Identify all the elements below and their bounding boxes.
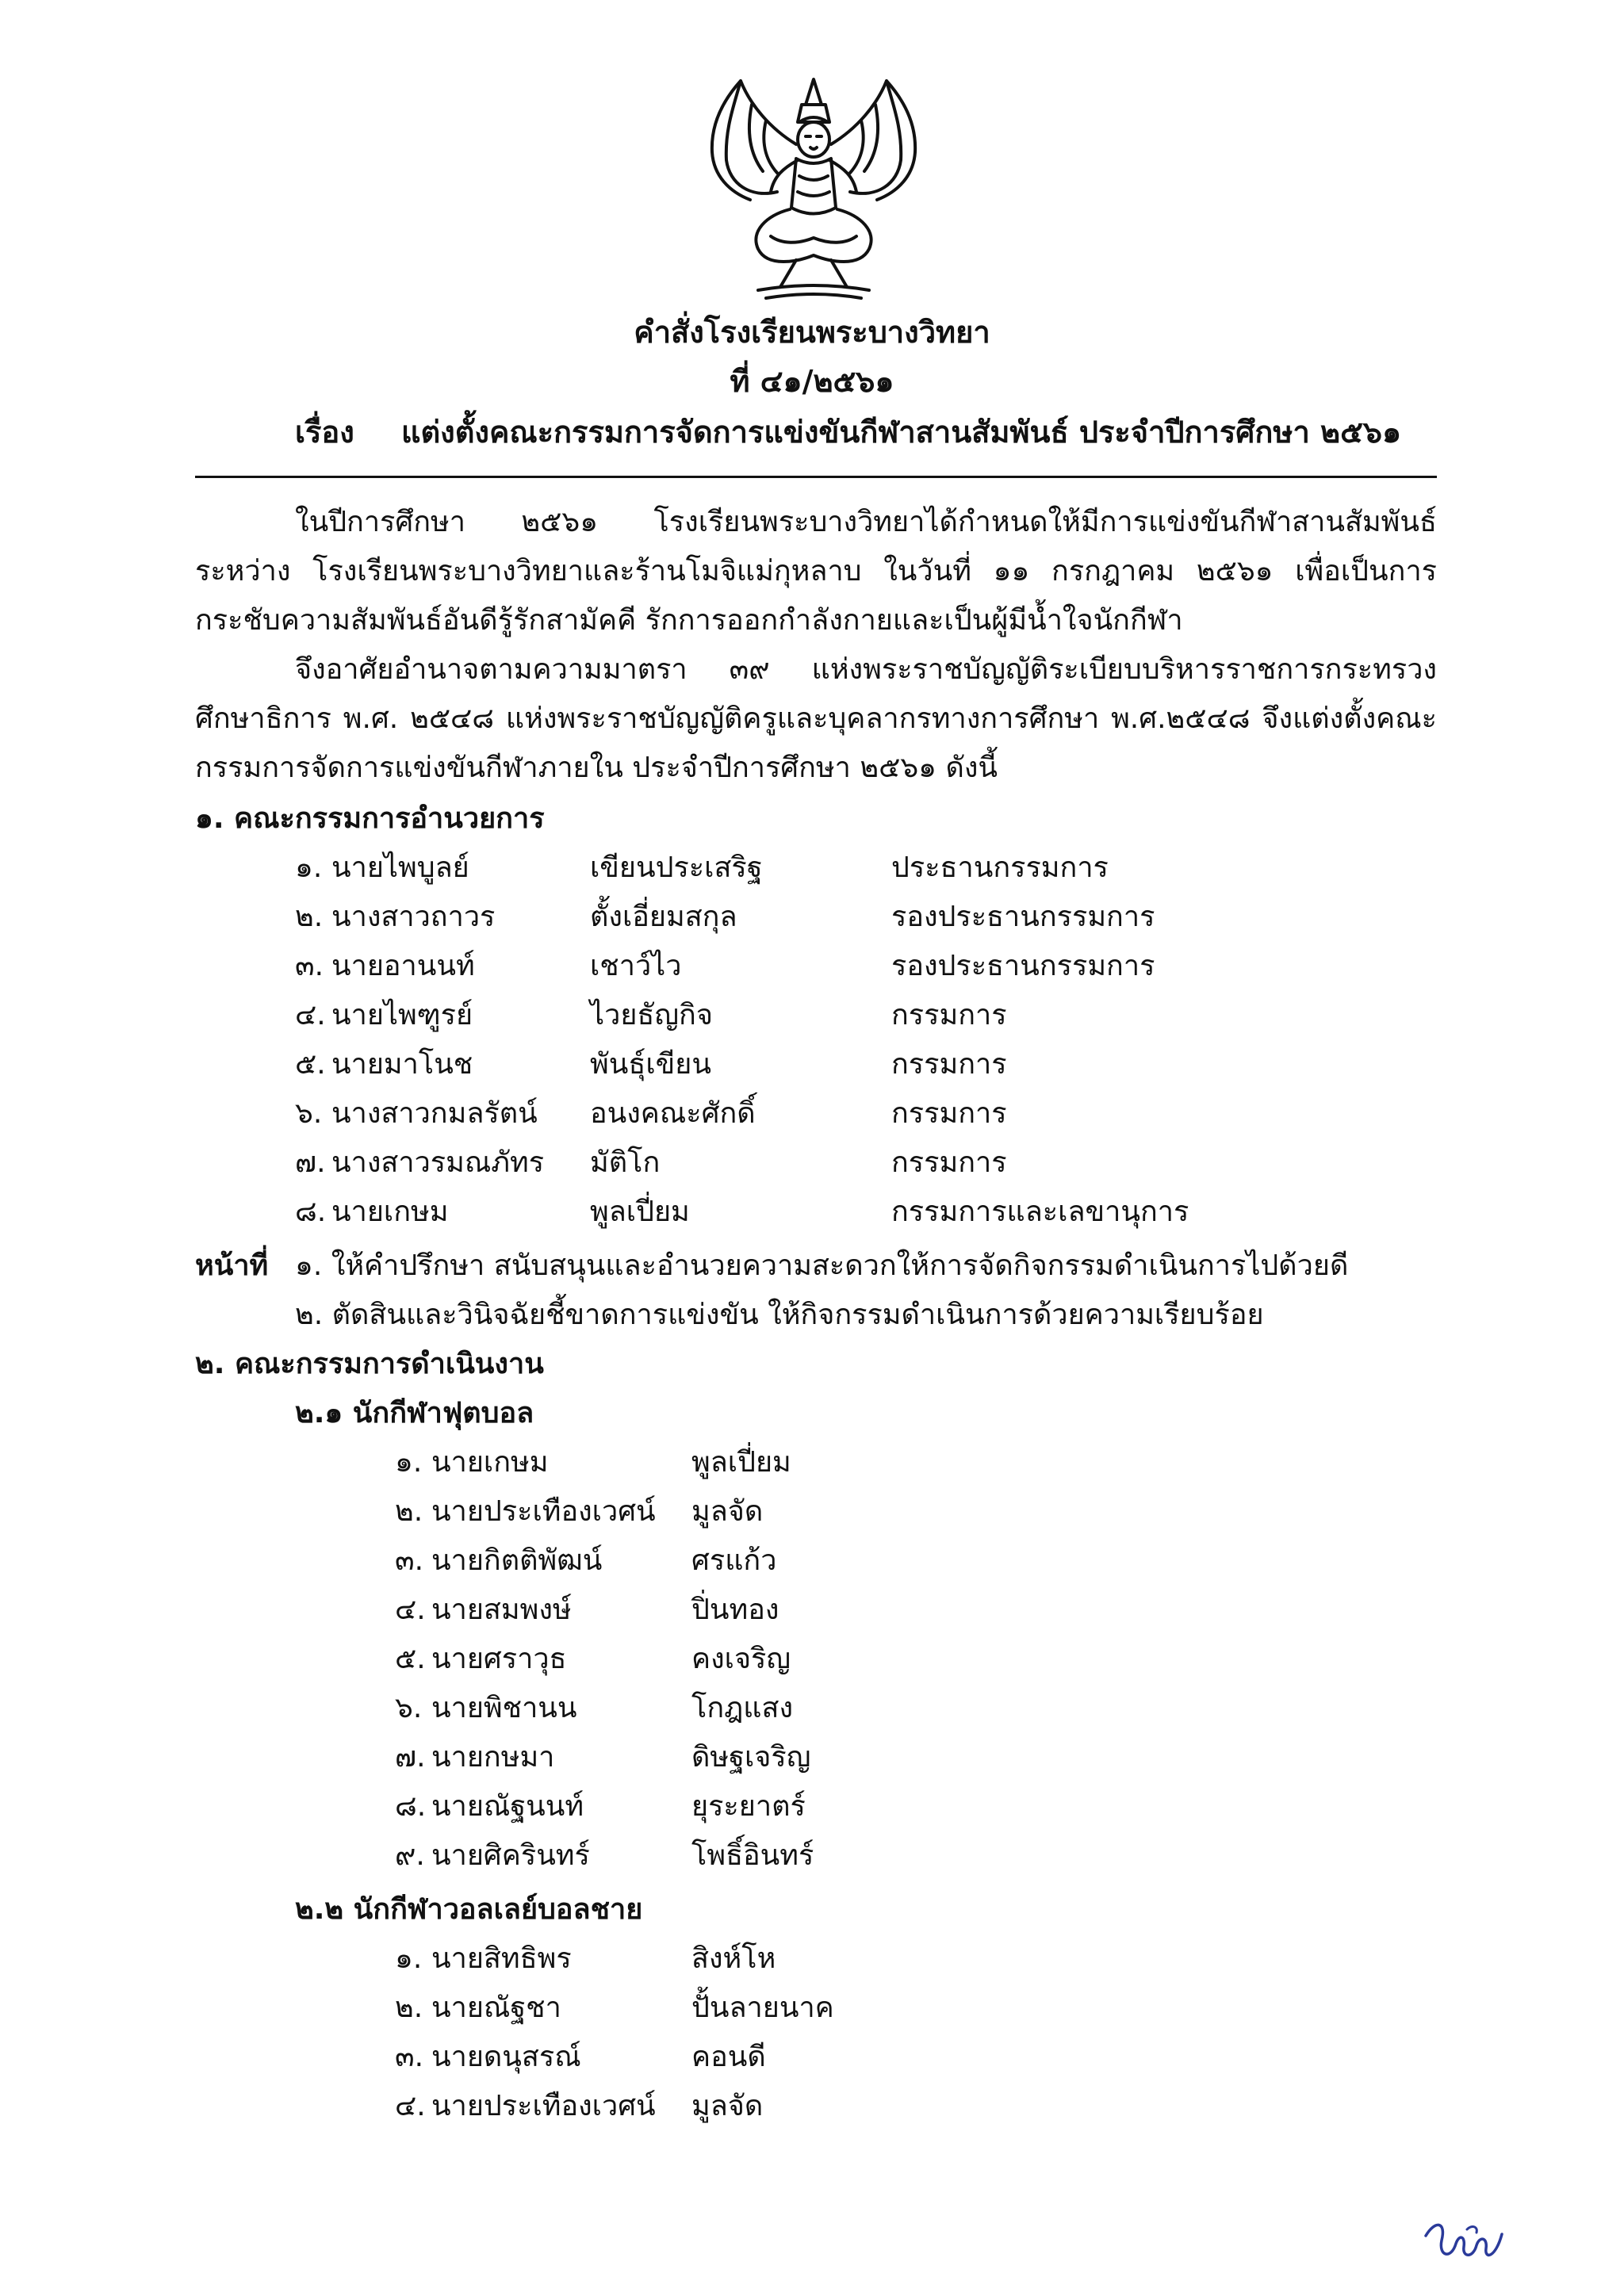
member-surname: เขียนประเสริฐ bbox=[590, 851, 763, 884]
member-number: ๓. bbox=[395, 2041, 424, 2073]
garuda-emblem-icon bbox=[695, 73, 933, 303]
intro-paragraph-2-block bbox=[195, 645, 1437, 793]
member-surname: พูลเปี่ยม bbox=[691, 1446, 791, 1479]
member-surname: มูลจัด bbox=[691, 2090, 764, 2122]
member-role: กรรมการและเลขานุการ bbox=[891, 1196, 1189, 1228]
member-surname: พูลเปี่ยม bbox=[590, 1196, 690, 1228]
member-surname: ยุระยาตร์ bbox=[691, 1790, 806, 1823]
member-number: ๗. bbox=[395, 1741, 426, 1774]
order-number: ที่ ๔๑/๒๕๖๑ bbox=[730, 364, 894, 399]
member-number: ๗. bbox=[295, 1146, 326, 1179]
member-number: ๒. bbox=[395, 1495, 423, 1528]
header-divider bbox=[195, 476, 1437, 478]
member-number: ๒. bbox=[295, 901, 324, 933]
member-name: นางสาวรมณภัทร bbox=[331, 1146, 545, 1179]
member-role: ประธานกรรมการ bbox=[891, 851, 1109, 884]
section-1-heading: ๑. คณะกรรมการอำนวยการ bbox=[195, 802, 545, 835]
member-number: ๕. bbox=[295, 1048, 326, 1081]
member-name: นางสาวถาวร bbox=[331, 901, 496, 933]
member-name: นายประเทืองเวศน์ bbox=[431, 1495, 656, 1528]
member-name: นายณัฐชา bbox=[431, 1992, 561, 2024]
member-number: ๓. bbox=[395, 1544, 424, 1577]
intro-paragraph-1-block bbox=[195, 498, 1437, 645]
intro-paragraph-2: จึงอาศัยอำนาจตามความมาตรา ๓๙ แห่งพระราชบัญญัติระเบียบบริหารราชการกระทรวงศึกษาธิการ พ.ศ. ๒๕๔๘ แห่งพระราชบัญญัติครูและบุคลากรทางการศึกษา พ.ศ.๒๕๔๘ จึงแต่งตั้งคณะกรรมการจัดการแข่งขันกีฬาภายใน ประจำปีการศึกษา ๒๕๖๑ ดังนี้ bbox=[195, 653, 1437, 784]
member-number: ๘. bbox=[295, 1196, 327, 1228]
member-role: รองประธานกรรมการ bbox=[891, 901, 1155, 933]
order-title: คำสั่งโรงเรียนพระบางวิทยา bbox=[634, 315, 990, 350]
member-name: นายไพฑูรย์ bbox=[331, 999, 473, 1031]
member-surname: เชาว์ไว bbox=[590, 950, 682, 982]
member-surname: คงเจริญ bbox=[691, 1643, 791, 1675]
member-surname: ไวยธัญกิจ bbox=[590, 999, 713, 1031]
member-number: ๖. bbox=[395, 1692, 423, 1724]
member-name: นายสมพงษ์ bbox=[431, 1594, 572, 1626]
member-surname: มูลจัด bbox=[691, 1495, 764, 1528]
member-name: นายดนุสรณ์ bbox=[431, 2041, 581, 2073]
member-name: นายพิชานน bbox=[431, 1692, 577, 1724]
member-number: ๔. bbox=[295, 999, 326, 1031]
member-name: นางสาวกมลรัตน์ bbox=[331, 1097, 538, 1130]
duty-label: หน้าที่ bbox=[195, 1249, 269, 1282]
member-surname: มัติโก bbox=[590, 1146, 661, 1179]
member-name: นายสิทธิพร bbox=[431, 1942, 572, 1975]
member-surname: ปั้นลายนาค bbox=[691, 1992, 834, 2024]
member-number: ๙. bbox=[395, 1839, 425, 1872]
member-name: นายศิครินทร์ bbox=[431, 1839, 590, 1872]
member-number: ๖. bbox=[295, 1097, 323, 1130]
intro-paragraph-1: ในปีการศึกษา ๒๕๖๑ โรงเรียนพระบางวิทยาได้กำหนดให้มีการแข่งขันกีฬาสานสัมพันธ์ระหว่าง โรงเรียนพระบางวิทยาและร้านโมจิแม่กุหลาบ ในวันที่ ๑๑ กรกฎาคม ๒๕๖๑ เพื่อเป็นการกระชับความสัมพันธ์อันดีรู้รักสามัคคี รักการออกกำลังกายและเป็นผู้มีน้ำใจนักกีฬา bbox=[195, 506, 1437, 637]
member-number: ๓. bbox=[295, 950, 324, 982]
duty-item-2: ๒. ตัดสินและวินิจฉัยชี้ขาดการแข่งขัน ให้กิจกรรมดำเนินการด้วยความเรียบร้อย bbox=[295, 1299, 1264, 1331]
member-surname: อนงคณะศักดิ์ bbox=[590, 1097, 756, 1130]
member-surname: โพธิ์อินทร์ bbox=[691, 1839, 814, 1872]
member-name: นายมาโนช bbox=[331, 1048, 473, 1081]
subsection-2-1-heading: ๒.๑ นักกีฬาฟุตบอล bbox=[295, 1397, 534, 1429]
member-surname: สิงห์โห bbox=[691, 1942, 776, 1975]
handwritten-signature-icon bbox=[1419, 2212, 1507, 2267]
member-number: ๔. bbox=[395, 1594, 426, 1626]
member-number: ๑. bbox=[395, 1446, 423, 1479]
member-surname: คอนดี bbox=[691, 2041, 766, 2073]
duty-item-1: ๑. ให้คำปรึกษา สนับสนุนและอำนวยความสะดวกให้การจัดกิจกรรมดำเนินการไปด้วยดี bbox=[295, 1249, 1349, 1282]
member-role: กรรมการ bbox=[891, 1146, 1007, 1179]
member-number: ๒. bbox=[395, 1992, 423, 2024]
member-name: นายเกษม bbox=[331, 1196, 449, 1228]
member-role: กรรมการ bbox=[891, 1097, 1007, 1130]
member-role: รองประธานกรรมการ bbox=[891, 950, 1155, 982]
member-surname: ศรแก้ว bbox=[691, 1544, 777, 1577]
member-name: นายเกษม bbox=[431, 1446, 549, 1479]
member-surname: ตั้งเอี่ยมสกุล bbox=[590, 901, 737, 933]
member-name: นายประเทืองเวศน์ bbox=[431, 2090, 656, 2122]
member-number: ๑. bbox=[395, 1942, 423, 1975]
member-name: นายศราวุธ bbox=[431, 1643, 567, 1675]
member-number: ๕. bbox=[395, 1643, 426, 1675]
member-role: กรรมการ bbox=[891, 1048, 1007, 1081]
member-name: นายกิตติพัฒน์ bbox=[431, 1544, 603, 1577]
member-surname: ปิ่นทอง bbox=[691, 1594, 779, 1626]
member-surname: ดิษฐเจริญ bbox=[691, 1741, 811, 1774]
member-number: ๔. bbox=[395, 2090, 426, 2122]
subject-text: แต่งตั้งคณะกรรมการจัดการแข่งขันกีฬาสานสัมพันธ์ ประจำปีการศึกษา ๒๕๖๑ bbox=[401, 415, 1402, 450]
member-name: นายไพบูลย์ bbox=[331, 851, 469, 884]
member-surname: โกฎแสง bbox=[691, 1692, 794, 1724]
member-number: ๑. bbox=[295, 851, 323, 884]
member-name: นายกษมา bbox=[431, 1741, 555, 1774]
section-2-heading: ๒. คณะกรรมการดำเนินงาน bbox=[195, 1348, 544, 1380]
subject-label: เรื่อง bbox=[295, 415, 354, 450]
member-number: ๘. bbox=[395, 1790, 427, 1823]
subsection-2-2-heading: ๒.๒ นักกีฬาวอลเลย์บอลชาย bbox=[295, 1893, 643, 1926]
member-surname: พันธุ์เขียน bbox=[590, 1048, 711, 1081]
member-name: นายอานนท์ bbox=[331, 950, 475, 982]
member-name: นายณัฐนนท์ bbox=[431, 1790, 584, 1823]
member-role: กรรมการ bbox=[891, 999, 1007, 1031]
